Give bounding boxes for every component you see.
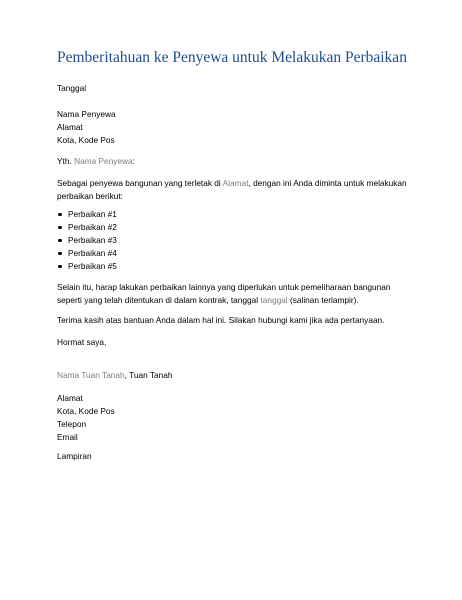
attachment-label: Lampiran [57,451,92,461]
intro-line-2: perbaikan berikut: [57,191,123,201]
repair-list [57,208,117,273]
other-repairs-paragraph [57,281,391,307]
sender-phone: Telepon [57,419,87,429]
other-date-placeholder: tanggal [260,295,288,305]
sender-city: Kota, Kode Pos [57,406,115,416]
signature-line [57,369,172,382]
intro-text-before: Sebagai penyewa bangunan yang terletak di [57,178,221,188]
salutation [57,155,135,168]
list-item: Perbaikan #3 [57,234,117,247]
recipient-city: Kota, Kode Pos [57,135,115,145]
intro-paragraph [57,177,407,203]
date-label: Tanggal [57,83,87,93]
recipient-name: Nama Penyewa [57,109,116,119]
sender-block [57,392,115,444]
sender-email: Email [57,432,78,442]
date-line [57,82,86,95]
recipient-address: Alamat [57,122,83,132]
signature-name-placeholder: Nama Tuan Tanah [57,370,125,380]
signature-suffix: , Tuan Tanah [124,370,173,380]
other-text-after: (salinan terlampir). [289,295,359,305]
salutation-suffix: : [132,156,135,166]
thanks-text: Terima kasih atas bantuan Anda dalam hal ini. Silakan hubungi kami jika ada pertanyaan. [57,315,385,325]
other-line-2 [57,294,391,307]
sender-address: Alamat [57,393,83,403]
thanks-paragraph [57,314,384,327]
attachment-line [57,450,92,463]
list-item: Perbaikan #2 [57,221,117,234]
list-item: Perbaikan #1 [57,208,117,221]
recipient-block [57,108,116,147]
salutation-name-placeholder: Nama Penyewa [74,156,133,166]
intro-address-placeholder: Alamat [222,178,249,188]
other-line-1: Selain itu, harap lakukan perbaikan lainnya yang diperlukan untuk pemeliharaan bangunan [57,282,391,292]
list-item: Perbaikan #4 [57,247,117,260]
closing [57,336,106,349]
closing-text: Hormat saya, [57,337,107,347]
salutation-prefix: Yth. [57,156,72,166]
intro-line-1 [57,177,407,190]
intro-text-after: , dengan ini Anda diminta untuk melakukan [248,178,407,188]
other-text-before: seperti yang telah ditentukan di dalam kontrak, tanggal [57,295,259,305]
letter-title: Pemberitahuan ke Penyewa untuk Melakukan Perbaikan [57,49,407,66]
list-item: Perbaikan #5 [57,260,117,273]
